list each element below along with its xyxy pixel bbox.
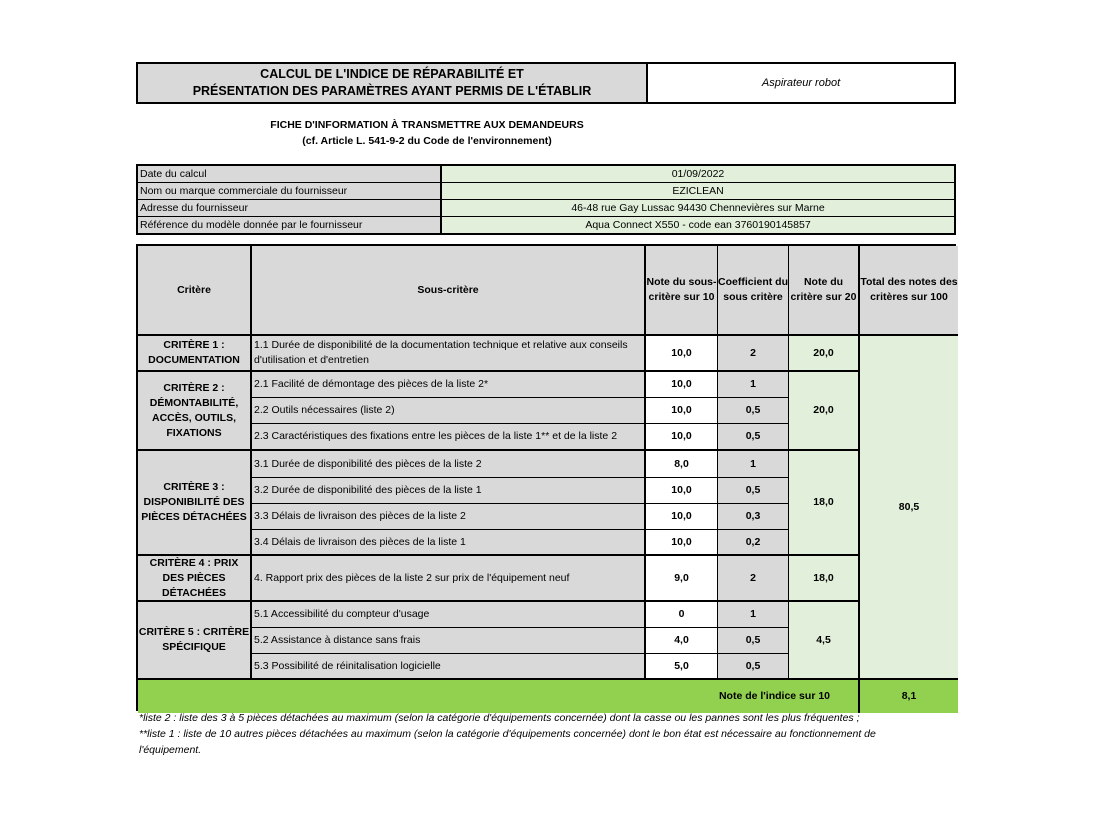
subtitle <box>136 117 718 149</box>
subcriterion-note: 4,0 <box>646 628 718 654</box>
subcriterion-coefficient: 1 <box>718 372 789 398</box>
header-note-sous-critere: Note du sous-critère sur 10 <box>646 246 718 336</box>
subcriterion-coefficient: 0,5 <box>718 398 789 424</box>
info-row-address <box>138 200 954 217</box>
criterion-5-name: CRITÈRE 5 : CRITÈRE SPÉCIFIQUE <box>138 602 252 680</box>
title-line-2: PRÉSENTATION DES PARAMÈTRES AYANT PERMIS DE L'ÉTABLIR <box>192 84 592 98</box>
subcriterion-coefficient: 0,5 <box>718 654 789 680</box>
supplier-info-table <box>136 164 956 235</box>
criterion-2-name: CRITÈRE 2 : DÉMONTABILITÉ, ACCÈS, OUTILS, FIXATIONS <box>138 372 252 451</box>
footnote-liste-1: **liste 1 : liste de 10 autres pièces détachées au maximum (selon la catégorie d'équipements concernée) dont le bon état est nécessaire au fonctionnement de l'équipement. <box>139 728 876 756</box>
subcriterion-coefficient: 0,2 <box>718 530 789 556</box>
info-label: Adresse du fournisseur <box>138 200 442 216</box>
info-row-brand <box>138 183 954 200</box>
subcriterion-note: 10,0 <box>646 504 718 530</box>
subcriterion-label: 1.1 Durée de disponibilité de la documentation technique et relative aux conseils d'utilisation et d'entretien <box>252 336 646 372</box>
final-index-value: 8,1 <box>860 680 958 713</box>
subcriterion-note: 0 <box>646 602 718 628</box>
subcriterion-coefficient: 0,3 <box>718 504 789 530</box>
subcriterion-coefficient: 0,5 <box>718 424 789 451</box>
criterion-4-name: CRITÈRE 4 : PRIX DES PIÈCES DÉTACHÉES <box>138 556 252 602</box>
info-label: Date du calcul <box>138 166 442 182</box>
criterion-1-name: CRITÈRE 1 : DOCUMENTATION <box>138 336 252 372</box>
subcriterion-label: 3.4 Délais de livraison des pièces de la liste 1 <box>252 530 646 556</box>
subcriterion-coefficient: 0,5 <box>718 628 789 654</box>
criterion-1-note: 20,0 <box>789 336 860 372</box>
info-value: 46-48 rue Gay Lussac 94430 Chennevières sur Marne <box>442 200 954 216</box>
header-total: Total des notes des critères sur 100 <box>860 246 958 336</box>
subcriterion-label: 3.1 Durée de disponibilité des pièces de la liste 2 <box>252 451 646 478</box>
subcriterion-label: 3.3 Délais de livraison des pièces de la liste 2 <box>252 504 646 530</box>
header-coefficient: Coefficient du sous critère <box>718 246 789 336</box>
subcriterion-coefficient: 0,5 <box>718 478 789 504</box>
subcriterion-label: 4. Rapport prix des pièces de la liste 2 sur prix de l'équipement neuf <box>252 556 646 602</box>
subcriterion-note: 10,0 <box>646 530 718 556</box>
criterion-4-note: 18,0 <box>789 556 860 602</box>
criterion-5-note: 4,5 <box>789 602 860 680</box>
header-note-critere: Note du critère sur 20 <box>789 246 860 336</box>
info-label: Nom ou marque commerciale du fournisseur <box>138 183 442 199</box>
criterion-3-note: 18,0 <box>789 451 860 556</box>
document-title <box>138 64 648 102</box>
info-value: Aqua Connect X550 - code ean 3760190145857 <box>442 217 954 233</box>
info-value: EZICLEAN <box>442 183 954 199</box>
footnote-liste-2: *liste 2 : liste des 3 à 5 pièces détachées au maximum (selon la catégorie d'équipements concernée) dont la casse ou les pannes sont les plus fréquentes ; <box>139 712 860 724</box>
subcriterion-coefficient: 1 <box>718 451 789 478</box>
subcriterion-coefficient: 2 <box>718 336 789 372</box>
subcriterion-label: 5.3 Possibilité de réinitalisation logicielle <box>252 654 646 680</box>
score-table <box>136 244 956 711</box>
subcriterion-note: 10,0 <box>646 478 718 504</box>
subcriterion-coefficient: 1 <box>718 602 789 628</box>
criterion-3-name: CRITÈRE 3 : DISPONIBILITÉ DES PIÈCES DÉTACHÉES <box>138 451 252 556</box>
title-line-1: CALCUL DE L'INDICE DE RÉPARABILITÉ ET <box>260 67 524 81</box>
subtitle-line-1: FICHE D'INFORMATION À TRANSMETTRE AUX DEMANDEURS <box>270 119 584 131</box>
info-value: 01/09/2022 <box>442 166 954 182</box>
subcriterion-label: 2.3 Caractéristiques des fixations entre les pièces de la liste 1** et de la liste 2 <box>252 424 646 451</box>
info-label: Référence du modèle donnée par le fournisseur <box>138 217 442 233</box>
title-block <box>136 62 956 104</box>
subcriterion-note: 8,0 <box>646 451 718 478</box>
subcriterion-note: 10,0 <box>646 398 718 424</box>
footnotes <box>139 710 929 758</box>
subcriterion-label: 5.1 Accessibilité du compteur d'usage <box>252 602 646 628</box>
subcriterion-label: 5.2 Assistance à distance sans frais <box>252 628 646 654</box>
subcriterion-note: 10,0 <box>646 424 718 451</box>
subcriterion-note: 10,0 <box>646 372 718 398</box>
total-score: 80,5 <box>860 336 958 680</box>
info-row-date <box>138 166 954 183</box>
product-type: Aspirateur robot <box>761 77 841 89</box>
criterion-2-note: 20,0 <box>789 372 860 451</box>
subcriterion-coefficient: 2 <box>718 556 789 602</box>
subtitle-line-2: (cf. Article L. 541-9-2 du Code de l'environnement) <box>302 135 552 147</box>
subcriterion-note: 9,0 <box>646 556 718 602</box>
subcriterion-note: 10,0 <box>646 336 718 372</box>
subcriterion-label: 2.1 Facilité de démontage des pièces de la liste 2* <box>252 372 646 398</box>
info-row-model <box>138 217 954 233</box>
final-index-label: Note de l'indice sur 10 <box>138 680 860 713</box>
header-critere: Critère <box>138 246 252 336</box>
subcriterion-note: 5,0 <box>646 654 718 680</box>
header-sous-critere: Sous-critère <box>252 246 646 336</box>
subcriterion-label: 2.2 Outils nécessaires (liste 2) <box>252 398 646 424</box>
subcriterion-label: 3.2 Durée de disponibilité des pièces de la liste 1 <box>252 478 646 504</box>
